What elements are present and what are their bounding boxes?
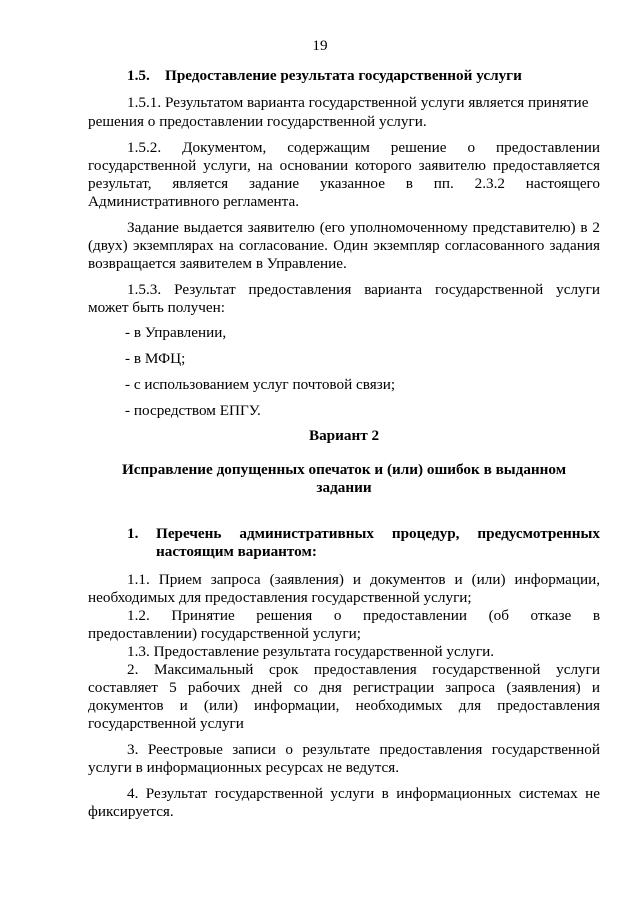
- paragraph-2-line: составляет 5 рабочих дней со дня регистрации запроса (заявления) и: [88, 679, 600, 696]
- paragraph-zadanie-line: возвращается заявителем в Управление.: [88, 255, 347, 272]
- list-item: - в Управлении,: [125, 324, 227, 341]
- paragraph-2-line: документов и (или) информации, необходимых для предоставления: [88, 697, 600, 714]
- paragraph-zadanie-line: (двух) экземплярах на согласование. Один экземпляр согласованного задания: [88, 237, 600, 254]
- section-title-line: Перечень административных процедур, предусмотренных: [156, 525, 600, 542]
- paragraph-1-5-1-line: решения о предоставлении государственной услуги.: [88, 113, 427, 130]
- list-item: - с использованием услуг почтовой связи;: [125, 376, 396, 393]
- paragraph-1-5-2-line: результат, является задание указанное в пп. 2.3.2 настоящего: [88, 175, 600, 192]
- variant-subtitle-line: задании: [316, 479, 372, 496]
- paragraph-4-line: фиксируется.: [88, 803, 174, 820]
- page-number: 19: [312, 37, 328, 54]
- paragraph-2-line: государственной услуги: [88, 715, 244, 732]
- paragraph-1-5-2-line: государственной услуги, на основании которого заявителю предоставляется: [88, 157, 600, 174]
- paragraph-1-5-3-line: может быть получен:: [88, 299, 226, 316]
- variant-title: Вариант 2: [308, 427, 380, 444]
- paragraph-2-line: 2. Максимальный срок предоставления государственной услуги: [127, 661, 600, 678]
- procedure-item-line: 1.1. Прием запроса (заявления) и документов и (или) информации,: [127, 571, 600, 588]
- variant-subtitle-line: Исправление допущенных опечаток и (или) ошибок в выданном: [121, 461, 567, 478]
- procedure-item-line: предоставлении) государственной услуги;: [88, 625, 361, 642]
- section-number: 1.: [127, 525, 139, 542]
- paragraph-3-line: услуги в информационных ресурсах не ведутся.: [88, 759, 400, 776]
- paragraph-zadanie-line: Задание выдается заявителю (его уполномоченному представителю) в 2: [127, 219, 600, 236]
- paragraph-1-5-2-line: Административного регламента.: [88, 193, 300, 210]
- list-item: - посредством ЕПГУ.: [125, 402, 261, 419]
- paragraph-1-5-1-line: 1.5.1. Результатом варианта государственной услуги является принятие: [127, 94, 589, 111]
- section-title-line: настоящим вариантом:: [156, 543, 317, 560]
- paragraph-3-line: 3. Реестровые записи о результате предоставления государственной: [127, 741, 600, 758]
- procedure-item-line: 1.2. Принятие решения о предоставлении (об отказе в: [127, 607, 600, 624]
- list-item: - в МФЦ;: [125, 350, 186, 367]
- procedure-item-line: 1.3. Предоставление результата государственной услуги.: [127, 643, 495, 660]
- procedure-item-line: необходимых для предоставления государственной услуги;: [88, 589, 472, 606]
- paragraph-4-line: 4. Результат государственной услуги в информационных системах не: [127, 785, 600, 802]
- section-title: Предоставление результата государственной услуги: [165, 67, 522, 84]
- paragraph-1-5-2-line: 1.5.2. Документом, содержащим решение о предоставлении: [127, 139, 600, 156]
- section-number: 1.5.: [127, 67, 150, 84]
- paragraph-1-5-3-line: 1.5.3. Результат предоставления варианта государственной услуги: [127, 281, 600, 298]
